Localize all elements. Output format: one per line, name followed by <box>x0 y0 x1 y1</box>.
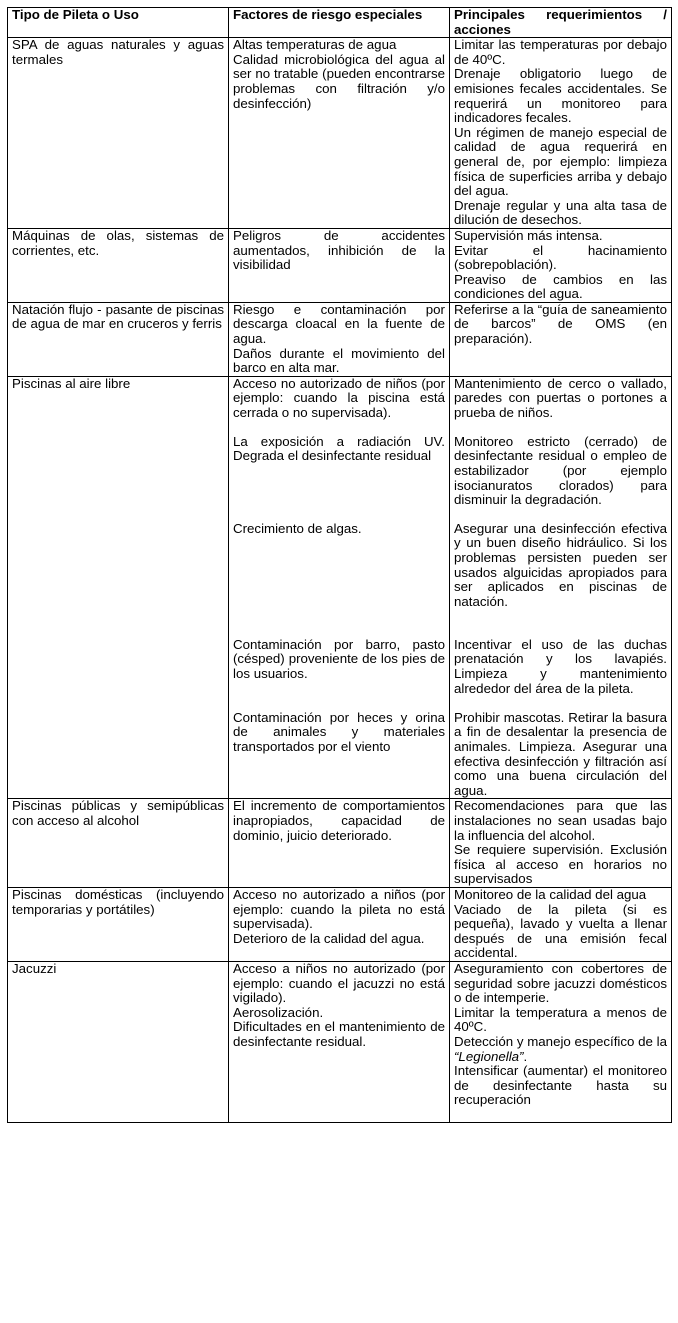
header-type: Tipo de Pileta o Uso <box>8 8 229 38</box>
legionella-line: Detección y manejo específico de la “Legionella”. <box>454 1033 667 1064</box>
cell-type: Natación flujo - pasante de piscinas de agua de mar en cruceros y ferris <box>8 302 229 376</box>
cell-risks: Acceso no autorizado a niños (por ejemplo: cuando la pileta no está supervisada). Deterioro de la calidad del agua. <box>229 887 450 961</box>
cell-actions: Supervisión más intensa. Evitar el hacinamiento (sobrepoblación). Preaviso de cambios en las condiciones del agua. <box>450 228 672 302</box>
cell-type: Piscinas públicas y semipúblicas con acceso al alcohol <box>8 799 229 888</box>
cell-risks: Acceso no autorizado de niños (por ejemplo: cuando la piscina está cerrada o no supervisada). La exposición a radiación UV. Degrada el desinfectante residual Crecimiento de algas. Contaminación por barro, pasto (césped) proveniente de los pies de los usuarios. Contaminación por heces y orina de animales y materiales transportados por el viento <box>229 376 450 799</box>
table-row <box>8 302 672 376</box>
cell-risks: Riesgo e contaminación por descarga cloacal en la fuente de agua. Daños durante el movimiento del barco en alta mar. <box>229 302 450 376</box>
header-risks: Factores de riesgo especiales <box>229 8 450 38</box>
cell-actions: Referirse a la “guía de saneamiento de barcos” de OMS (en preparación). <box>450 302 672 376</box>
cell-actions: Monitoreo de la calidad del agua Vaciado de la pileta (si es pequeña), lavado y vuelta a llenar después de una emisión fecal accidental. <box>450 887 672 961</box>
table-row <box>8 799 672 888</box>
cell-actions: Limitar las temperaturas por debajo de 40ºC. Drenaje obligatorio luego de emisiones fecales accidentales. Se requerirá un monitoreo para indicadores fecales. Un régimen de manejo especial de calidad de agua requerirá en general de, por ejemplo: limpieza física de superficies arriba y debajo del agua. Drenaje regular y una alta tasa de dilución de desechos. <box>450 38 672 229</box>
cell-risks: El incremento de comportamientos inapropiados, capacidad de dominio, juicio deteriorado. <box>229 799 450 888</box>
cell-risks: Peligros de accidentes aumentados, inhibición de la visibilidad <box>229 228 450 302</box>
table-row <box>8 38 672 229</box>
risk-table <box>7 7 672 1123</box>
cell-type: Jacuzzi <box>8 961 229 1122</box>
cell-type: Máquinas de olas, sistemas de corrientes, etc. <box>8 228 229 302</box>
table-row <box>8 228 672 302</box>
cell-risks: Altas temperaturas de agua Calidad microbiológica del agua al ser no tratable (pueden encontrarse problemas con filtración y/o desinfección) <box>229 38 450 229</box>
table-header-row <box>8 8 672 38</box>
cell-type: SPA de aguas naturales y aguas termales <box>8 38 229 229</box>
table-row <box>8 376 672 799</box>
cell-actions: Mantenimiento de cerco o vallado, paredes con puertas o portones a prueba de niños. Monitoreo estricto (cerrado) de desinfectante residual o empleo de estabilizador (por ejemplo isocianuratos clorados) para disminuir la degradación. Asegurar una desinfección efectiva y un buen diseño hidráulico. Si los problemas persisten pueden ser usados alguicidas apropiados para ser aplicados en piscinas de natación. Incentivar el uso de las duchas prenatación y los lavapiés. Limpieza y mantenimiento alrededor del área de la pileta. Prohibir mascotas. Retirar la basura a fin de desalentar la presencia de animales. Limpieza. Asegurar una efectiva desinfección y filtración así como una buena circulación del agua. <box>450 376 672 799</box>
table-row <box>8 961 672 1122</box>
document-page <box>7 7 671 1123</box>
cell-type: Piscinas domésticas (incluyendo temporarias y portátiles) <box>8 887 229 961</box>
header-actions: Principales requerimientos / acciones <box>450 8 672 38</box>
cell-type: Piscinas al aire libre <box>8 376 229 799</box>
cell-actions: Recomendaciones para que las instalaciones no sean usadas bajo la influencia del alcohol. Se requiere supervisión. Exclusión física al acceso en horarios no supervisados <box>450 799 672 888</box>
cell-risks: Acceso a niños no autorizado (por ejemplo: cuando el jacuzzi no está vigilado). Aerosolización. Dificultades en el mantenimiento de desinfectante residual. <box>229 961 450 1122</box>
legionella-term: “Legionella” <box>454 1048 524 1064</box>
table-row <box>8 887 672 961</box>
cell-actions: Aseguramiento con cobertores de seguridad sobre jacuzzi domésticos o de intemperie. Limitar la temperatura a menos de 40ºC. Detección y manejo específico de la “Legionella”. Intensificar (aumentar) el monitoreo de desinfectante hasta su recuperación <box>450 961 672 1122</box>
